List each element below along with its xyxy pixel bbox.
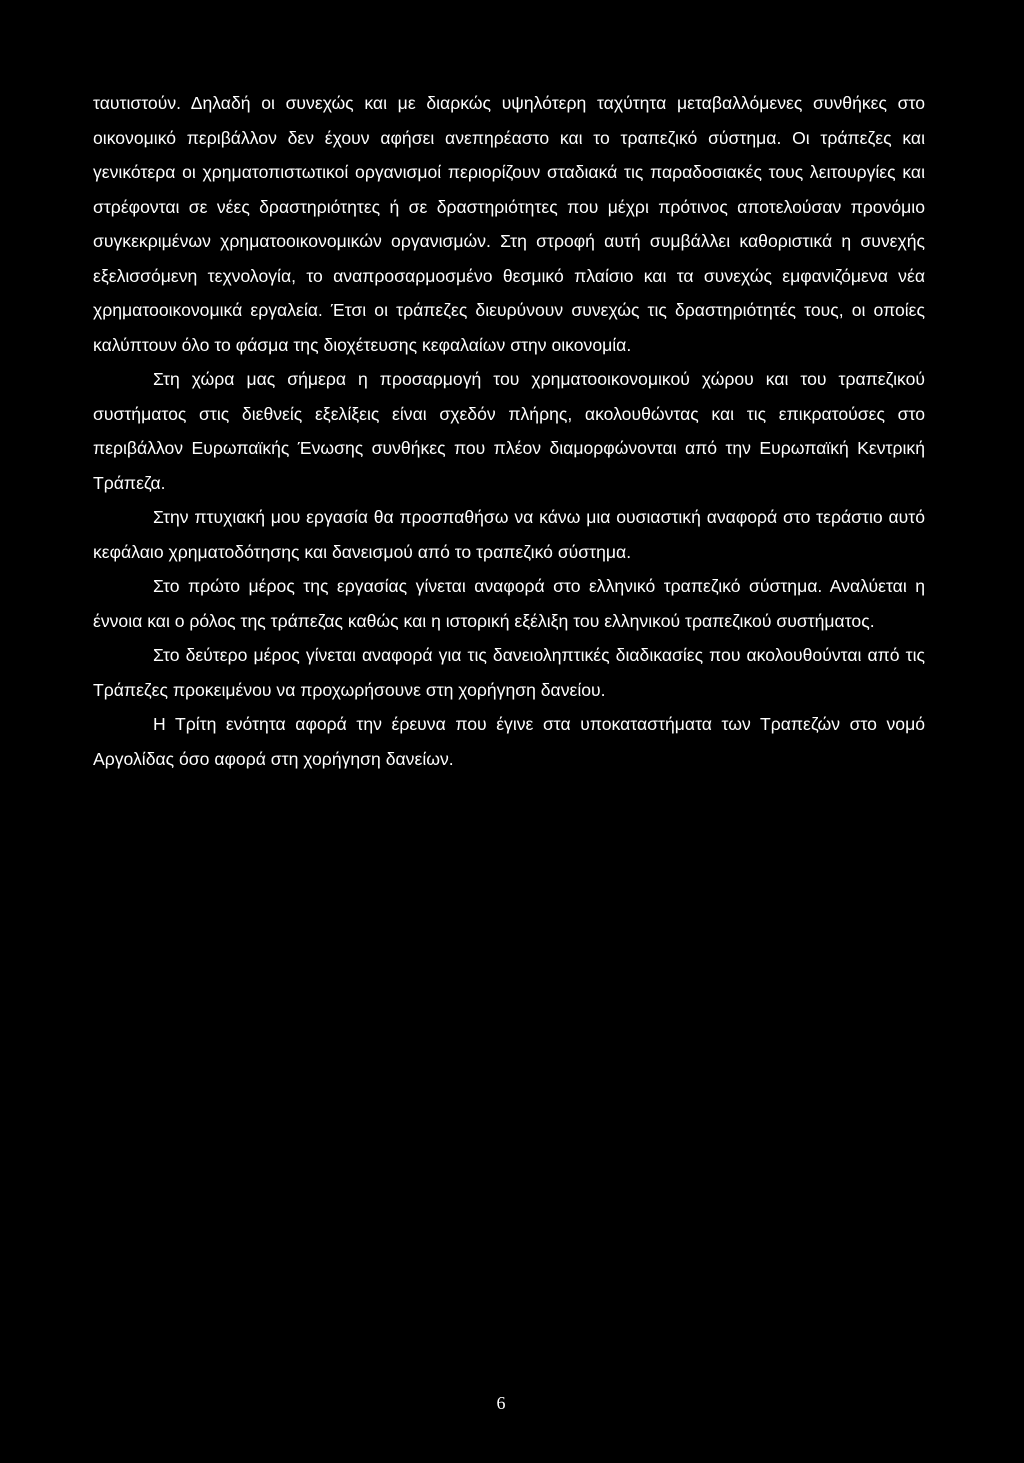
document-body	[93, 86, 925, 776]
paragraph-part-one: Στο πρώτο μέρος της εργασίας γίνεται αναφορά στο ελληνικό τραπεζικό σύστημα. Αναλύεται η έννοια και ο ρόλος της τράπεζας καθώς και η ιστορική εξέλιξη του ελληνικού τραπεζικού συστήματος.	[93, 576, 925, 631]
page-number: 6	[496, 1393, 506, 1413]
paragraph-domestic-banking: Στη χώρα μας σήμερα η προσαρμογή του χρηματοοικονομικού χώρου και του τραπεζικού συστήματος στις διεθνείς εξελίξεις είναι σχεδόν πλήρης, ακολουθώντας και τις επικρατούσες στο περιβάλλον Ευρωπαϊκής Ένωσης συνθήκες που πλέον διαμορφώνονται από την Ευρωπαϊκή Κεντρική Τράπεζα.	[93, 369, 925, 493]
paragraph-continuation: ταυτιστούν. Δηλαδή οι συνεχώς και με διαρκώς υψηλότερη ταχύτητα μεταβαλλόμενες συνθήκες στο οικονομικό περιβάλλον δεν έχουν αφήσει ανεπηρέαστο και το τραπεζικό σύστημα. Οι τράπεζες και γενικότερα οι χρηματοπιστωτικοί οργανισμοί περιορίζουν σταδιακά τις παραδοσιακές τους λειτουργίες και στρέφονται σε νέες δραστηριότητες ή σε δραστηριότητες που μέχρι πρότινος αποτελούσαν προνόμιο συγκεκριμένων χρηματοοικονομικών οργανισμών. Στη στροφή αυτή συμβάλλει καθοριστικά η συνεχής εξελισσόμενη τεχνολογία, το αναπροσαρμοσμένο θεσμικό πλαίσιο και τα συνεχώς εμφανιζόμενα νέα χρηματοοικονομικά εργαλεία. Έτσι οι τράπεζες διευρύνουν συνεχώς τις δραστηριότητές τους, οι οποίες καλύπτουν όλο το φάσμα της διοχέτευσης κεφαλαίων στην οικονομία.	[93, 93, 925, 355]
paragraph-thesis-aim: Στην πτυχιακή μου εργασία θα προσπαθήσω να κάνω μια ουσιαστική αναφορά στο τεράστιο αυτό κεφάλαιο χρηματοδότησης και δανεισμού από το τραπεζικό σύστημα.	[93, 507, 925, 562]
paragraph-part-two: Στο δεύτερο μέρος γίνεται αναφορά για τις δανειοληπτικές διαδικασίες που ακολουθούνται από τις Τράπεζες προκειμένου να προχωρήσουνε στη χορήγηση δανείου.	[93, 645, 925, 700]
paragraph-part-three: Η Τρίτη ενότητα αφορά την έρευνα που έγινε στα υποκαταστήματα των Τραπεζών στο νομό Αργολίδας όσο αφορά στη χορήγηση δανείων.	[93, 714, 925, 769]
